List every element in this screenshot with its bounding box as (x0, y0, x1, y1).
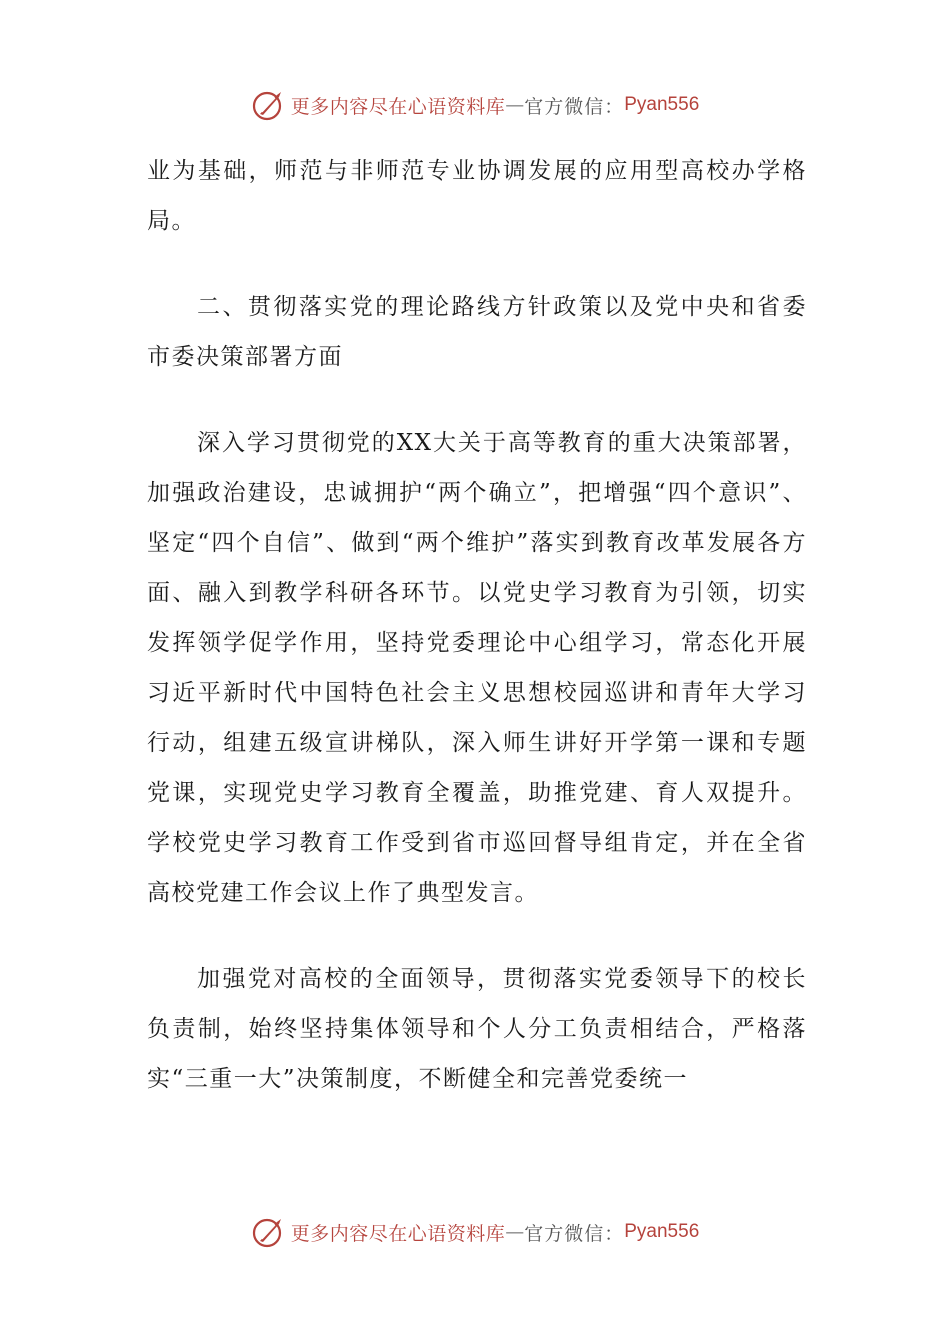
paragraph-leadership: 加强党对高校的全面领导，贯彻落实党委领导下的校长负责制，始终坚持集体领导和个人分工负责相结合，严格落实“三重一大”决策制度，不断健全和完善党委统一 (147, 966, 807, 1092)
banner-account: Pyan556 (624, 94, 700, 115)
paragraph-continuation: 业为基础，师范与非师范专业协调发展的应用型高校办学格局。 (147, 158, 807, 234)
banner-brand: 更多内容尽在心语资料库 (290, 1222, 506, 1245)
banner-separator: — (505, 94, 525, 116)
banner-official-label: 官方微信： (524, 1222, 625, 1245)
document-body (147, 146, 807, 1104)
section-heading: 二、贯彻落实党的理论路线方针政策以及党中央和省委市委决策部署方面 (147, 294, 807, 370)
quill-logo-icon (251, 87, 287, 123)
header-banner (0, 85, 950, 125)
quill-logo-icon (251, 1214, 287, 1250)
banner-brand: 更多内容尽在心语资料库 (290, 95, 506, 118)
footer-banner (0, 1212, 950, 1252)
banner-account: Pyan556 (624, 1221, 700, 1242)
paragraph-study: 深入学习贯彻党的XX大关于高等教育的重大决策部署，加强政治建设，忠诚拥护“两个确立”，把增强“四个意识”、坚定“四个自信”、做到“两个维护”落实到教育改革发展各方面、融入到教学科研各环节。以党史学习教育为引领，切实发挥领学促学作用，坚持党委理论中心组学习，常态化开展习近平新时代中国特色社会主义思想校园巡讲和青年大学习行动，组建五级宣讲梯队，深入师生讲好开学第一课和专题党课，实现党史学习教育全覆盖，助推党建、育人双提升。学校党史学习教育工作受到省市巡回督导组肯定，并在全省高校党建工作会议上作了典型发言。 (147, 430, 807, 906)
banner-separator: — (505, 1221, 525, 1243)
banner-official-label: 官方微信： (524, 95, 625, 118)
